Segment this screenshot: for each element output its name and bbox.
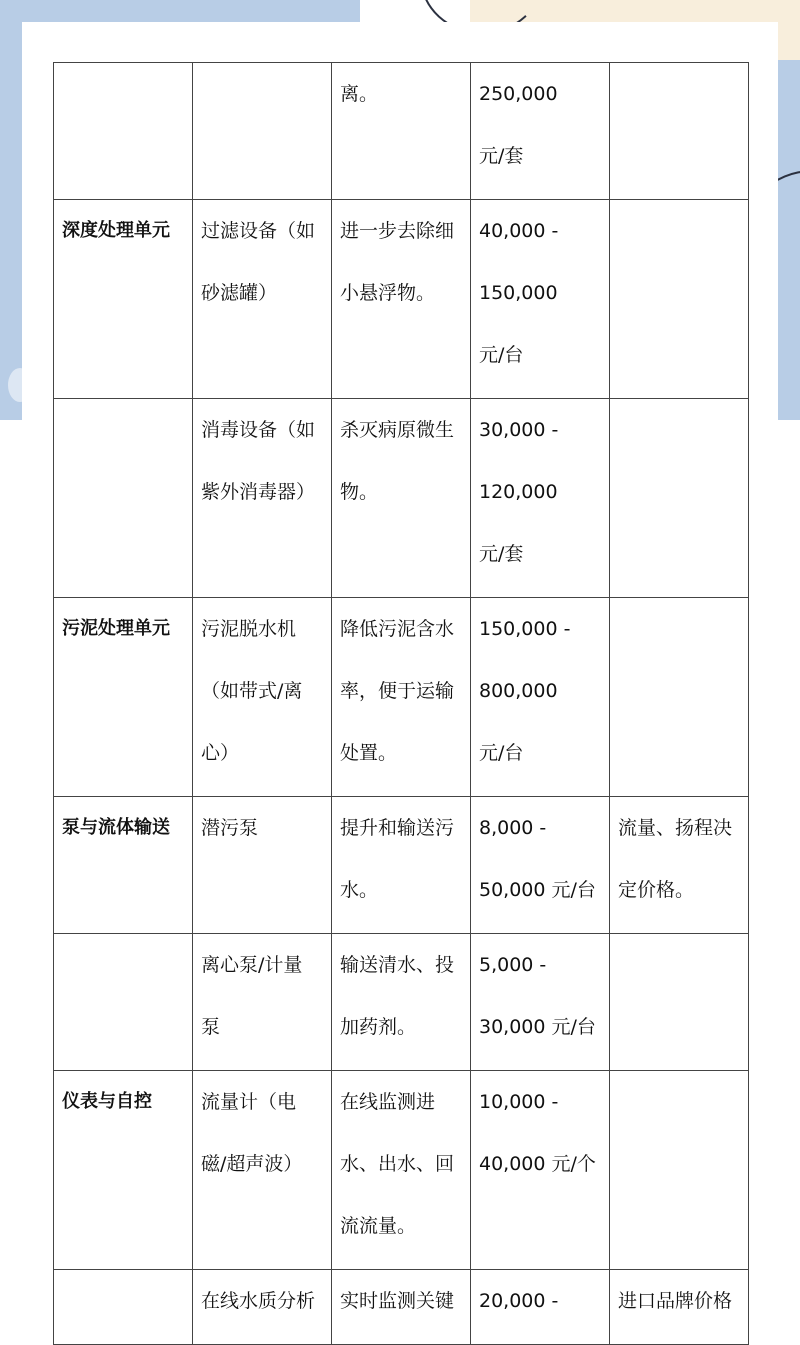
table-cell-note xyxy=(610,1071,749,1270)
function-text-line: 实时监测关键 xyxy=(340,1290,455,1312)
note-text-line: 流量、扬程决 xyxy=(618,817,733,839)
note-text-line: 进口品牌价格 xyxy=(618,1290,733,1312)
category-label: 泵与流体输送 xyxy=(62,817,170,838)
function-text-line: 物。 xyxy=(340,481,379,503)
function-text-line: 小悬浮物。 xyxy=(340,282,436,304)
table-cell-equipment xyxy=(193,399,332,598)
price-text-line: 150,000 - xyxy=(479,618,571,640)
table-cell-note xyxy=(610,1270,749,1345)
table-cell-category xyxy=(54,598,193,797)
function-text-line: 水。 xyxy=(340,879,379,901)
table-cell-price xyxy=(471,934,610,1071)
equipment-text-line: 离心泵/计量 xyxy=(201,954,303,976)
note-text-line: 定价格。 xyxy=(618,879,695,901)
equipment-text-line: 心） xyxy=(201,742,240,764)
equipment-text-line: （如带式/离 xyxy=(201,680,303,702)
price-text-line: 元/套 xyxy=(479,543,524,565)
table-cell-note xyxy=(610,63,749,200)
table-row xyxy=(54,200,749,399)
price-text-line: 150,000 xyxy=(479,282,558,304)
table-cell-equipment xyxy=(193,200,332,399)
function-text-line: 率，便于运输 xyxy=(340,680,455,702)
table-cell-function xyxy=(332,63,471,200)
table-body xyxy=(54,63,749,1345)
table-cell-category xyxy=(54,63,193,200)
table-cell-function xyxy=(332,399,471,598)
table-cell-price xyxy=(471,200,610,399)
price-text-line: 30,000 - xyxy=(479,419,559,441)
table-cell-price xyxy=(471,63,610,200)
function-text-line: 输送清水、投 xyxy=(340,954,455,976)
table-cell-note xyxy=(610,200,749,399)
price-text-line: 元/台 xyxy=(479,742,524,764)
table-cell-function xyxy=(332,200,471,399)
table-cell-equipment xyxy=(193,934,332,1071)
table-row xyxy=(54,63,749,200)
equipment-text-line: 紫外消毒器） xyxy=(201,481,316,503)
table-row xyxy=(54,399,749,598)
table-row xyxy=(54,1071,749,1270)
price-text-line: 40,000 - xyxy=(479,220,559,242)
equipment-text-line: 流量计（电 xyxy=(201,1091,297,1113)
table-cell-category xyxy=(54,797,193,934)
table-cell-category xyxy=(54,934,193,1071)
table-row xyxy=(54,934,749,1071)
table-cell-equipment xyxy=(193,63,332,200)
table-cell-equipment xyxy=(193,1071,332,1270)
function-text-line: 流流量。 xyxy=(340,1215,417,1237)
table-cell-note xyxy=(610,598,749,797)
table-cell-price xyxy=(471,797,610,934)
function-text-line: 处置。 xyxy=(340,742,398,764)
function-text-line: 提升和输送污 xyxy=(340,817,455,839)
price-text-line: 40,000 元/个 xyxy=(479,1153,596,1175)
price-text-line: 20,000 - xyxy=(479,1290,559,1312)
table-cell-category xyxy=(54,1270,193,1345)
equipment-text-line: 在线水质分析 xyxy=(201,1290,316,1312)
price-text-line: 800,000 xyxy=(479,680,558,702)
equipment-text-line: 磁/超声波） xyxy=(201,1153,303,1175)
price-text-line: 250,000 xyxy=(479,83,558,105)
category-label: 仪表与自控 xyxy=(62,1091,152,1112)
table-cell-category xyxy=(54,399,193,598)
table-cell-equipment xyxy=(193,797,332,934)
price-text-line: 10,000 - xyxy=(479,1091,559,1113)
table-cell-price xyxy=(471,1270,610,1345)
function-text-line: 水、出水、回 xyxy=(340,1153,455,1175)
table-cell-equipment xyxy=(193,598,332,797)
price-text-line: 元/套 xyxy=(479,145,524,167)
function-text-line: 降低污泥含水 xyxy=(340,618,455,640)
table-cell-note xyxy=(610,399,749,598)
price-text-line: 元/台 xyxy=(479,344,524,366)
price-text-line: 120,000 xyxy=(479,481,558,503)
function-text-line: 离。 xyxy=(340,83,379,105)
function-text-line: 进一步去除细 xyxy=(340,220,455,242)
table-cell-note xyxy=(610,934,749,1071)
table-cell-category xyxy=(54,1071,193,1270)
function-text-line: 在线监测进 xyxy=(340,1091,436,1113)
function-text-line: 加药剂。 xyxy=(340,1016,417,1038)
table-cell-price xyxy=(471,1071,610,1270)
price-text-line: 50,000 元/台 xyxy=(479,879,596,901)
table-cell-price xyxy=(471,399,610,598)
table-cell-note xyxy=(610,797,749,934)
price-text-line: 5,000 - xyxy=(479,954,547,976)
price-text-line: 8,000 - xyxy=(479,817,547,839)
equipment-text-line: 潜污泵 xyxy=(201,817,259,839)
table-cell-function xyxy=(332,934,471,1071)
table-cell-function xyxy=(332,1071,471,1270)
table-row xyxy=(54,1270,749,1345)
category-label: 污泥处理单元 xyxy=(62,618,170,639)
table-cell-equipment xyxy=(193,1270,332,1345)
equipment-text-line: 污泥脱水机 xyxy=(201,618,297,640)
table-cell-function xyxy=(332,797,471,934)
equipment-text-line: 过滤设备（如 xyxy=(201,220,316,242)
equipment-price-table xyxy=(53,62,749,1345)
table-row xyxy=(54,797,749,934)
table-cell-price xyxy=(471,598,610,797)
table-cell-function xyxy=(332,1270,471,1345)
table-cell-category xyxy=(54,200,193,399)
table-cell-function xyxy=(332,598,471,797)
function-text-line: 杀灭病原微生 xyxy=(340,419,455,441)
price-text-line: 30,000 元/台 xyxy=(479,1016,596,1038)
table-row xyxy=(54,598,749,797)
equipment-text-line: 消毒设备（如 xyxy=(201,419,316,441)
category-label: 深度处理单元 xyxy=(62,220,170,241)
equipment-text-line: 砂滤罐） xyxy=(201,282,278,304)
equipment-text-line: 泵 xyxy=(201,1016,221,1038)
